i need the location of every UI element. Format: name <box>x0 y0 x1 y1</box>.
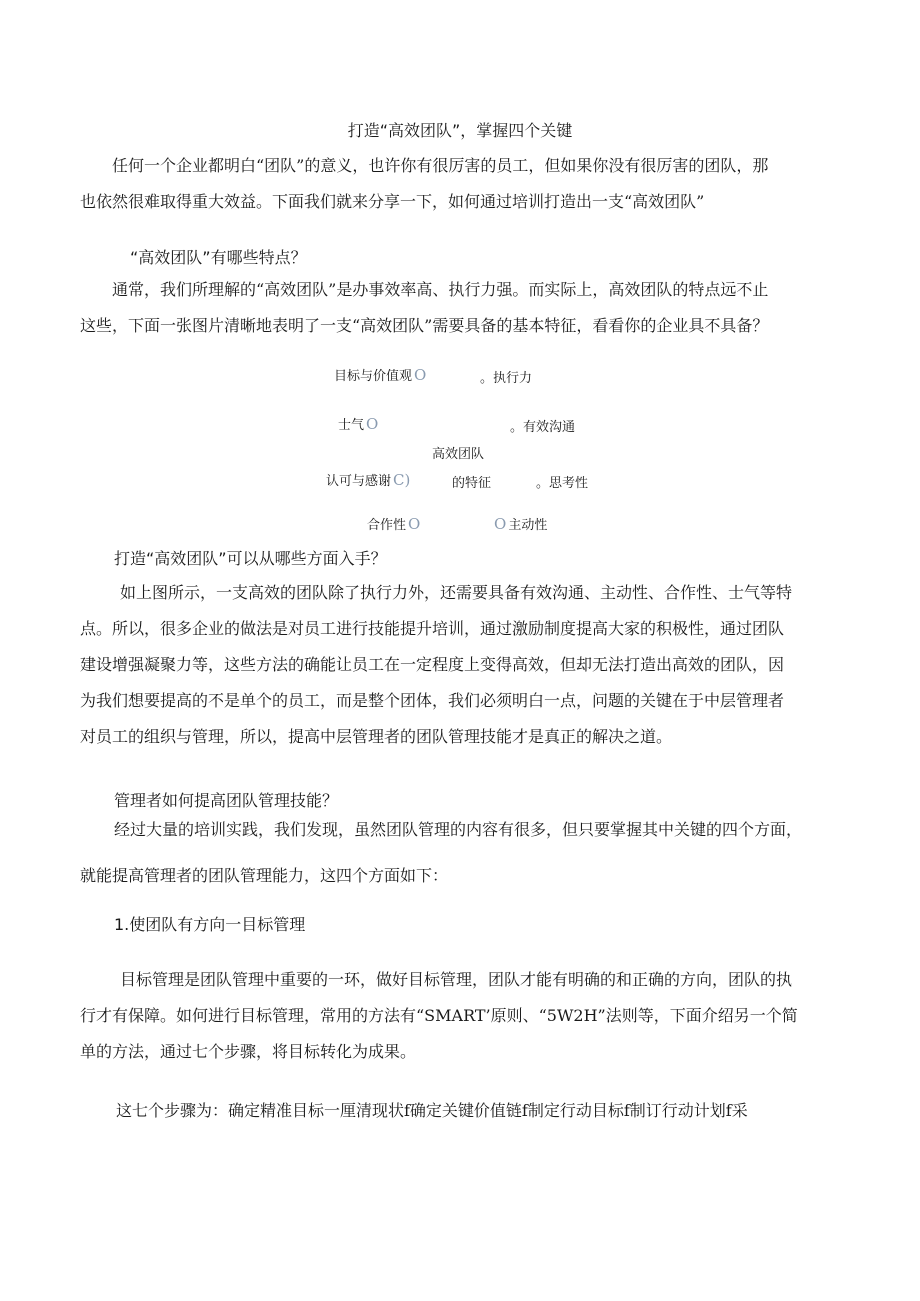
trait-cooperation: 合作性 O <box>367 515 421 533</box>
steps-line: 这七个步骤为：确定精准目标一厘清现状f确定关键价值链f制定行动目标f制订行动计划f采 <box>116 1101 748 1120</box>
subsection1-line-3: 单的方法，通过七个步骤，将目标转化为成果。 <box>80 1042 417 1061</box>
circle-marker-icon: C) <box>393 471 411 489</box>
subsection1-paragraph <box>80 962 840 1070</box>
trait-thinking: 。思考性 <box>536 476 589 491</box>
page-title: 打造“高效团队”，掌握四个关键 <box>347 121 573 140</box>
intro-paragraph <box>80 148 840 220</box>
intro-line-1: 任何一个企业都明白“团队”的意义，也许你有很厉害的员工，但如果你没有很厉害的团队，那 <box>112 156 769 175</box>
trait-morale: 士气 O <box>338 415 379 433</box>
intro-line-2: 也依然很难取得重大效益。下面我们就来分享一下，如何通过培训打造出一支“高效团队” <box>80 192 705 211</box>
circle-marker-icon: O <box>408 515 421 533</box>
subsection1-heading: 1.使团队有方向一目标管理 <box>114 915 306 934</box>
section3-line-1: 经过大量的培训实践，我们发现，虽然团队管理的内容有很多，但只要掌握其中关键的四个方面， <box>114 820 803 839</box>
circle-marker-icon: O <box>366 415 379 433</box>
circle-marker-icon: O <box>414 366 427 384</box>
section2-line-1: 如上图所示，一支高效的团队除了执行力外，还需要具备有效沟通、主动性、合作性、士气等特 <box>120 583 793 602</box>
section1-line-1: 通常，我们所理解的“高效团队”是办事效率高、执行力强。而实际上，高效团队的特点远不止 <box>112 280 769 299</box>
section2-heading: 打造“高效团队”可以从哪些方面入手？ <box>114 549 387 568</box>
diagram-center-line-2: 的特征 <box>452 476 492 491</box>
subsection1-line-1: 目标管理是团队管理中重要的一环，做好目标管理，团队才能有明确的和正确的方向，团队的执 <box>120 970 793 989</box>
section2-line-4: 为我们想要提高的不是单个的员工，而是整个团体，我们必须明白一点，问题的关键在于中层管理者 <box>80 691 785 710</box>
dot-marker-icon: 。 <box>480 371 494 386</box>
circle-marker-icon: O <box>494 515 507 533</box>
trait-execution: 。执行力 <box>480 371 533 386</box>
section2-line-3: 建设增强凝聚力等，这些方法的确能让员工在一定程度上变得高效，但却无法打造出高效的团队，因 <box>80 655 785 674</box>
subsection1-line-2: 行才有保障。如何进行目标管理，常用的方法有“SMART’原则、“5W2H”法则等，下面介绍另一个简 <box>80 1006 798 1025</box>
section3-line-2: 就能提高管理者的团队管理能力，这四个方面如下： <box>80 866 449 885</box>
section1-line-2: 这些，下面一张图片清晰地表明了一支“高效团队”需要具备的基本特征，看看你的企业具不具备？ <box>80 316 769 335</box>
dot-marker-icon: 。 <box>536 476 550 491</box>
section2-paragraph <box>80 575 840 755</box>
trait-communication: 。有效沟通 <box>510 420 576 435</box>
trait-initiative: O 主动性 <box>494 515 548 533</box>
section2-line-2: 点。所以，很多企业的做法是对员工进行技能提升培训，通过激励制度提高大家的积极性，通过团队 <box>80 619 785 638</box>
section2-line-5: 对员工的组织与管理，所以，提高中层管理者的团队管理技能才是真正的解决之道。 <box>80 727 673 746</box>
diagram-center-line-1: 高效团队 <box>432 447 485 462</box>
section3-heading: 管理者如何提高团队管理技能？ <box>114 791 339 810</box>
trait-goals-values: 目标与价值观 O <box>334 366 427 384</box>
section1-heading: “高效团队”有哪些特点？ <box>130 248 307 267</box>
trait-recognition: 认可与感谢 C) <box>326 471 411 489</box>
dot-marker-icon: 。 <box>510 420 524 435</box>
section1-paragraph <box>80 272 840 344</box>
